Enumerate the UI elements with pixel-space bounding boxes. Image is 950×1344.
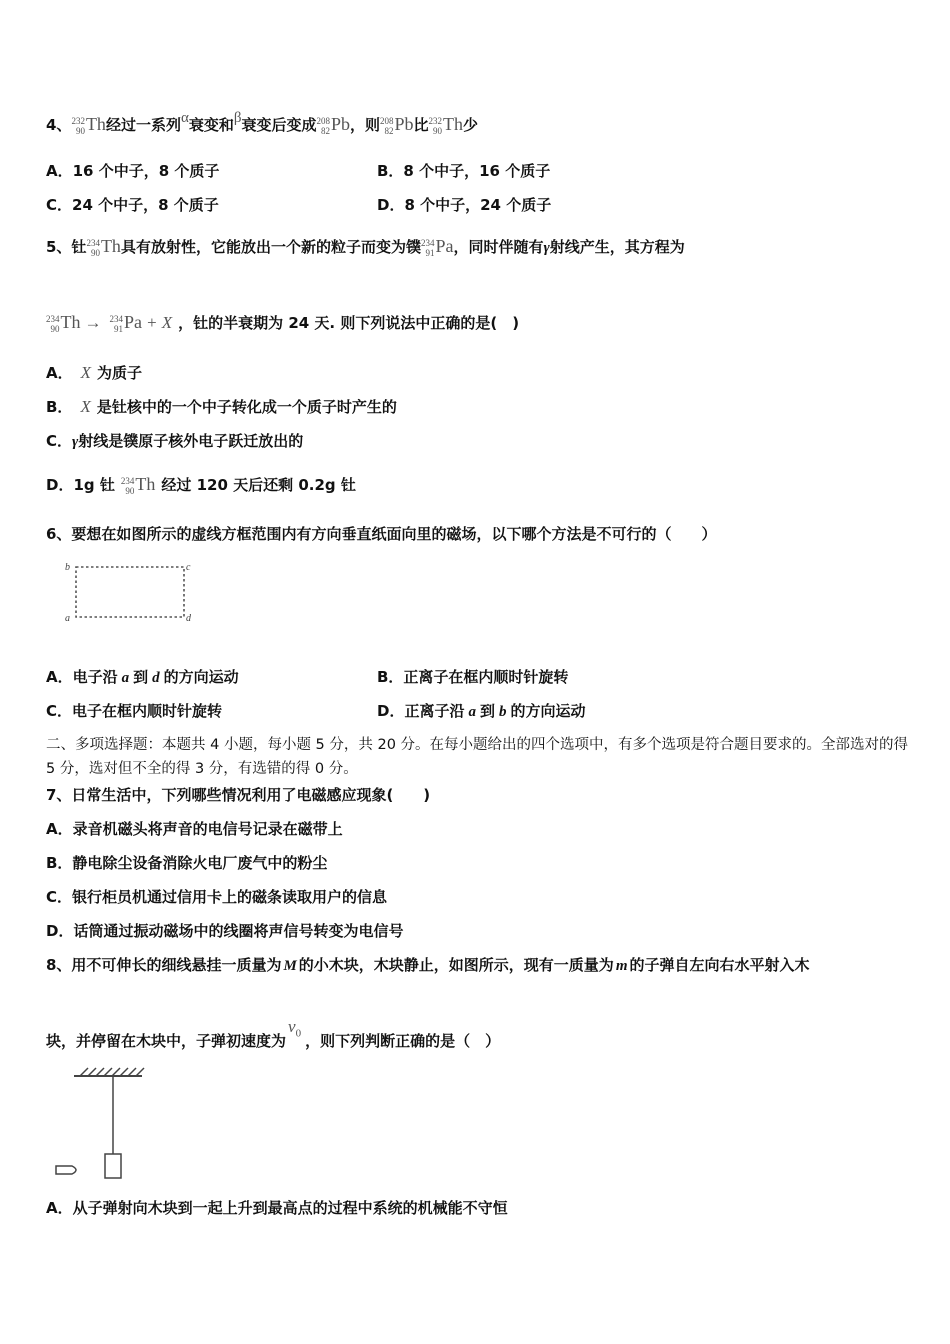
q5-option-c: C．γ射线是镤原子核外电子跃迁放出的 <box>46 432 304 450</box>
q4-option-b: B．8 个中子，16 个质子 <box>377 162 551 180</box>
th234-equation: 234 90 Th <box>46 312 81 334</box>
alpha-symbol: α <box>180 110 189 126</box>
pb208-nuclide: 208 82 Pb <box>316 114 350 136</box>
q8-option-a: A．从子弹射向木块到一起上升到最高点的过程中系统的机械能不守恒 <box>46 1199 508 1217</box>
v0-symbol: $v_0$ <box>288 1017 302 1040</box>
pa234-equation: 234 91 Pa <box>109 312 142 334</box>
th234-option: 234 90 Th <box>120 474 156 496</box>
dashed-box-diagram <box>60 558 200 628</box>
q5-equation-line: 234 90 Th → 234 91 Pa + X ，钍的半衰期为 24 天. 则下列说法中正确的是( ) <box>46 312 520 334</box>
corner-a-label: a <box>65 613 70 624</box>
th232-nuclide: 232 90 Th <box>71 114 106 136</box>
q5-option-a: A． X 为质子 <box>46 363 143 382</box>
wood-block <box>105 1154 121 1178</box>
q7-option-d: D．话筒通过振动磁场中的线圈将声信号转变为电信号 <box>46 922 404 940</box>
q4-option-d: D．8 个中子，24 个质子 <box>377 196 552 214</box>
beta-symbol: β <box>233 110 242 126</box>
corner-b-label: b <box>65 562 70 573</box>
pb208-nuclide-2: 208 82 Pb <box>380 114 414 136</box>
q4-option-c: C．24 个中子，8 个质子 <box>46 196 219 214</box>
pendulum-block-diagram <box>52 1060 152 1185</box>
bullet-shape <box>56 1166 76 1174</box>
q7-option-c: C．银行柜员机通过信用卡上的磁条读取用户的信息 <box>46 888 388 906</box>
pa234-nuclide: 234 91 Pa <box>420 236 454 258</box>
q5-stem: 5、钍 234 90 Th具有放射性，它能放出一个新的粒子而变为镤 234 91 Pa，同时伴随有γ射线产生，其方程为 <box>46 236 685 258</box>
q6-option-a: A．电子沿 a 到 d 的方向运动 <box>46 668 239 686</box>
q4-stem: 4、 232 90 Th经过一系列α衰变和β衰变后变成 208 82 Pb，则 208 82 Pb比 232 90 Th少 <box>46 110 479 136</box>
th232-nuclide-2: 232 90 Th <box>428 114 464 136</box>
ceiling-hatching <box>80 1068 144 1076</box>
dashed-box <box>76 567 184 617</box>
q7-option-b: B．静电除尘设备消除火电厂废气中的粉尘 <box>46 854 328 872</box>
q7-option-a: A．录音机磁头将声音的电信号记录在磁带上 <box>46 820 343 838</box>
q8-stem-line-1: 8、用不可伸长的细线悬挂一质量为 M 的小木块，木块静止，如图所示，现有一质量为 m 的子弹自左向右水平射入木 <box>46 956 810 974</box>
corner-c-label: c <box>186 562 191 573</box>
q4-option-a: A．16 个中子，8 个质子 <box>46 162 220 180</box>
q5-option-b: B． X 是钍核中的一个中子转化成一个质子时产生的 <box>46 397 397 416</box>
q7-stem: 7、日常生活中，下列哪些情况利用了电磁感应现象( ) <box>46 786 431 804</box>
q6-option-b: B．正离子在框内顺时针旋转 <box>377 668 569 686</box>
section-2-heading: 二、多项选择题：本题共 4 小题，每小题 5 分，共 20 分。在每小题给出的四个选项中，有多个选项是符合题目要求的。全部选对的得 5 分，选对但不全的得 3 分，有选错的得 0 分。 <box>46 737 909 777</box>
q6-stem: 6、要想在如图所示的虚线方框范围内有方向垂直纸面向里的磁场，以下哪个方法是不可行的（ ） <box>46 525 717 543</box>
corner-d-label: d <box>186 613 191 624</box>
th234-nuclide: 234 90 Th <box>86 236 121 258</box>
q6-option-d: D．正离子沿 a 到 b 的方向运动 <box>377 702 586 720</box>
q5-option-d: D．1g 钍 234 90 Th 经过 120 天后还剩 0.2g 钍 <box>46 474 356 496</box>
q8-stem-line-2: 块，并停留在木块中，子弹初速度为$v_0$ ，则下列判断正确的是（ ） <box>46 1017 501 1050</box>
q6-option-c: C．电子在框内顺时针旋转 <box>46 702 223 720</box>
